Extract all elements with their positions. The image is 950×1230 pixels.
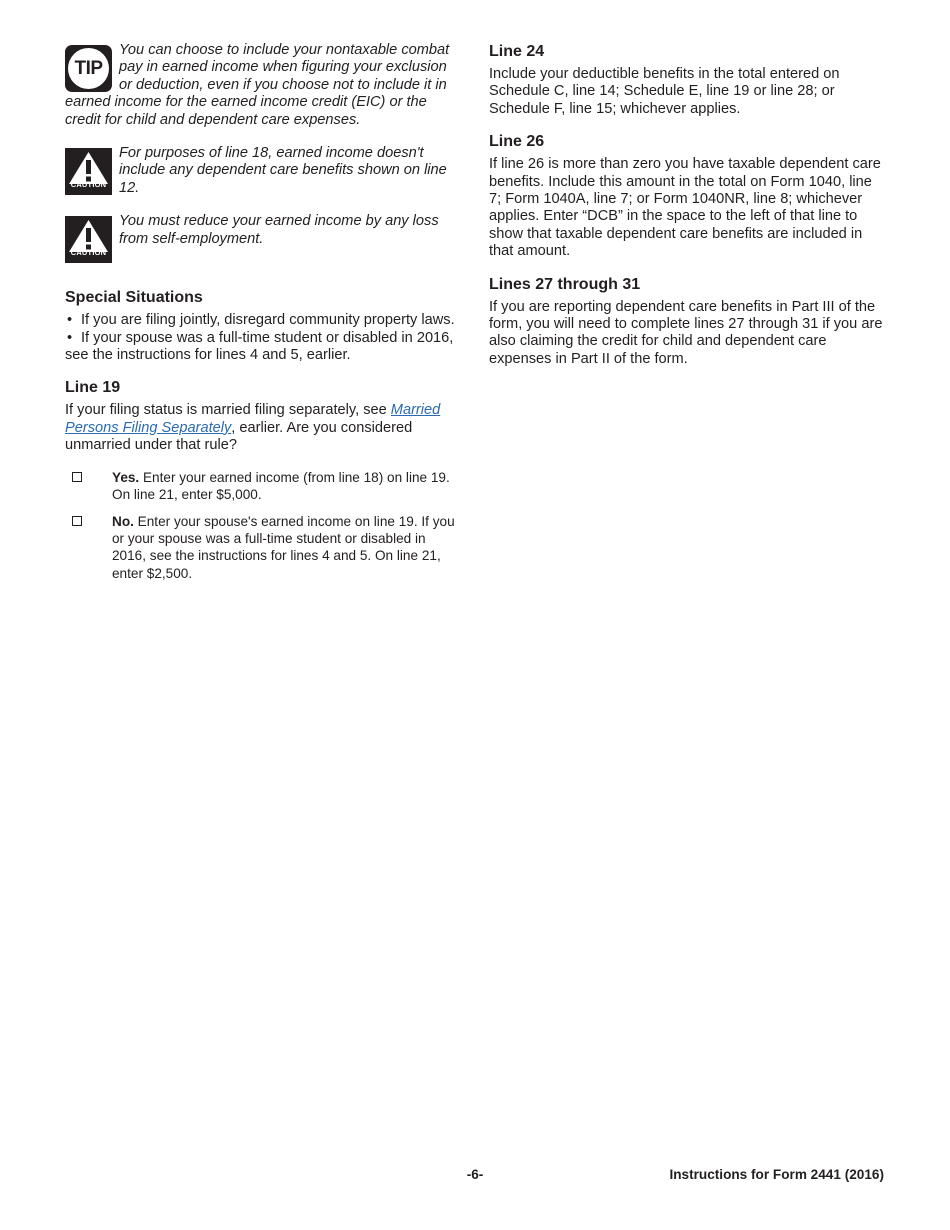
tip-icon-label: TIP <box>74 57 103 79</box>
no-checkbox[interactable] <box>72 516 82 526</box>
tip-note <box>65 42 461 129</box>
caution-text-1: For purposes of line 18, earned income doesn't include any dependent care benefits shown on line 12. <box>119 145 447 196</box>
line-19-option-yes <box>65 469 461 504</box>
left-column <box>65 42 461 596</box>
bullet-text: If your spouse was a full-time student or disabled in 2016, see the instructions for lines 4 and 5, earlier. <box>65 329 454 364</box>
married-filing-separately-link[interactable]: Married Persons Filing Separately <box>65 402 441 436</box>
line-19-text-after: , earlier. Are you considered unmarried under that rule? <box>65 419 413 454</box>
footer-title: Instructions for Form 2441 (2016) <box>669 1167 884 1182</box>
yes-checkbox[interactable] <box>72 472 82 482</box>
lines-27-31-section <box>489 275 885 369</box>
caution-note-1 <box>65 145 461 197</box>
line-24-section <box>489 42 885 118</box>
no-text: Enter your spouse's earned income on line 19. If you or your spouse was a full-time student or disabled in 2016, see the instructions for lines 4 and 5. On line 21, enter $2,500. <box>112 513 455 581</box>
line-19-text <box>65 402 461 454</box>
caution-icon-label: CAUTION <box>70 179 107 189</box>
caution-icon-label: CAUTION <box>70 247 107 257</box>
line-26-heading: Line 26 <box>489 133 545 151</box>
line-19-heading: Line 19 <box>65 379 121 397</box>
line-19-option-no <box>65 513 461 583</box>
bullet-item: • If your spouse was a full-time student or disabled in 2016, see the instructions for lines 4 and 5, earlier. <box>65 329 454 364</box>
no-label: No. <box>112 513 134 529</box>
line-19-text-before: If your filing status is married filing separately, see <box>65 402 391 419</box>
caution-text-2: You must reduce your earned income by any loss from self-employment. <box>119 213 439 247</box>
line-19-section <box>65 378 461 582</box>
tip-text: You can choose to include your nontaxable combat pay in earned income when figuring your exclusion or deduction, even if you choose not to include it in earned income for the earned income credit (EIC) or the credit for child and dependent care expenses. <box>65 42 450 128</box>
line-26-section <box>489 132 885 260</box>
yes-text: Enter your earned income (from line 18) on line 19. On line 21, enter $5,000. <box>112 469 450 503</box>
page-number: -6- <box>466 1167 484 1182</box>
caution-icon <box>65 148 112 195</box>
right-column <box>489 42 885 382</box>
caution-note-2 <box>65 213 461 265</box>
tip-icon <box>65 45 112 92</box>
line-24-text: Include your deductible benefits in the total entered on Schedule C, line 14; Schedule E, line 19 or line 28; or Schedule F, line 15; whichever applies. <box>489 66 840 117</box>
bullet-text: If you are filing jointly, disregard community property laws. <box>81 312 455 329</box>
lines-27-31-heading: Lines 27 through 31 <box>489 275 641 293</box>
line-24-heading: Line 24 <box>489 43 545 60</box>
yes-label: Yes. <box>112 469 140 485</box>
special-situations-section <box>65 288 461 364</box>
caution-icon <box>65 216 112 263</box>
lines-27-31-text: If you are reporting dependent care benefits in Part III of the form, you will need to complete lines 27 through 31 if you are also claiming the credit for child and dependent care expenses in Part II of the form. <box>489 298 883 367</box>
special-situations-heading: Special Situations <box>65 289 203 307</box>
line-26-text: If line 26 is more than zero you have taxable dependent care benefits. Include this amount in the total on Form 1040, line 7; Form 1040A, line 7; or Form 1040NR, line 8; whichever applies. Enter “DCB” in the space to the left of that line to show that taxable dependent care benefits are included in that amount. <box>489 156 881 260</box>
bullet-item: • If you are filing jointly, disregard community property laws. <box>67 312 455 329</box>
